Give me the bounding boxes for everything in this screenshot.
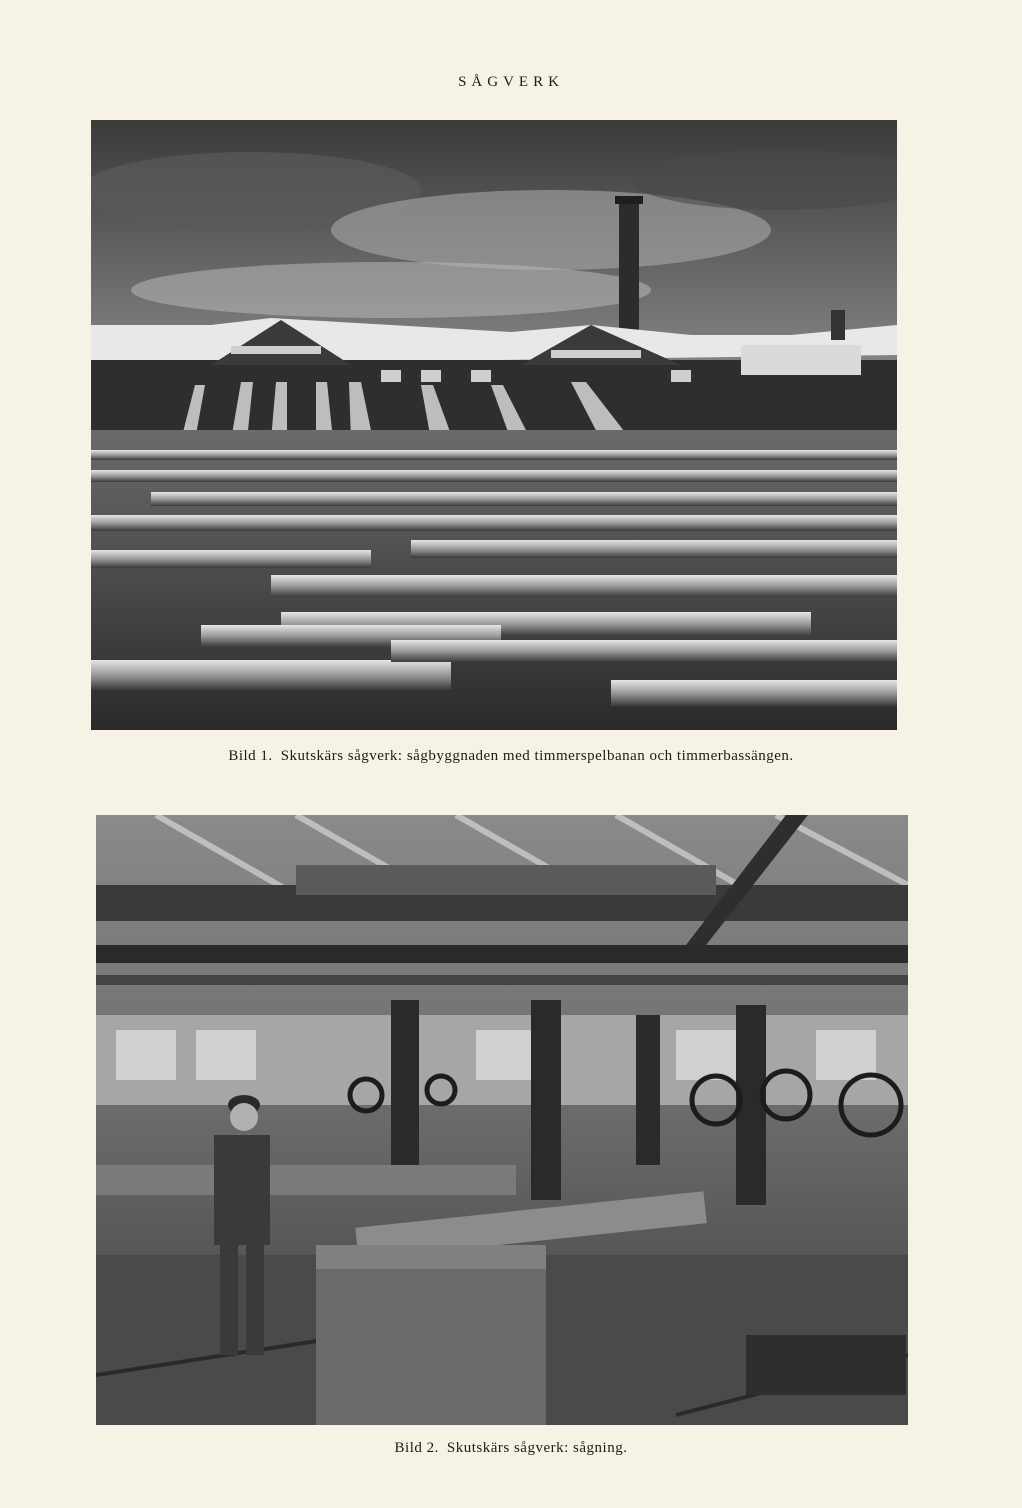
photo-sawmill-interior (96, 815, 908, 1425)
figure-1-text: Skutskärs sågverk: sågbyggnaden med timmerspelbanan och timmerbassängen. (280, 748, 794, 764)
running-head: SÅGVERK (458, 74, 564, 90)
figure-2-text: Skutskärs sågverk: sågning. (446, 1440, 628, 1456)
figure-1-caption (0, 748, 1022, 765)
figure-1-label: Bild 1. (228, 748, 273, 764)
figure-2-caption (0, 1440, 1022, 1457)
figure-2-label: Bild 2. (394, 1440, 439, 1456)
photo-sawmill-exterior (91, 120, 897, 730)
